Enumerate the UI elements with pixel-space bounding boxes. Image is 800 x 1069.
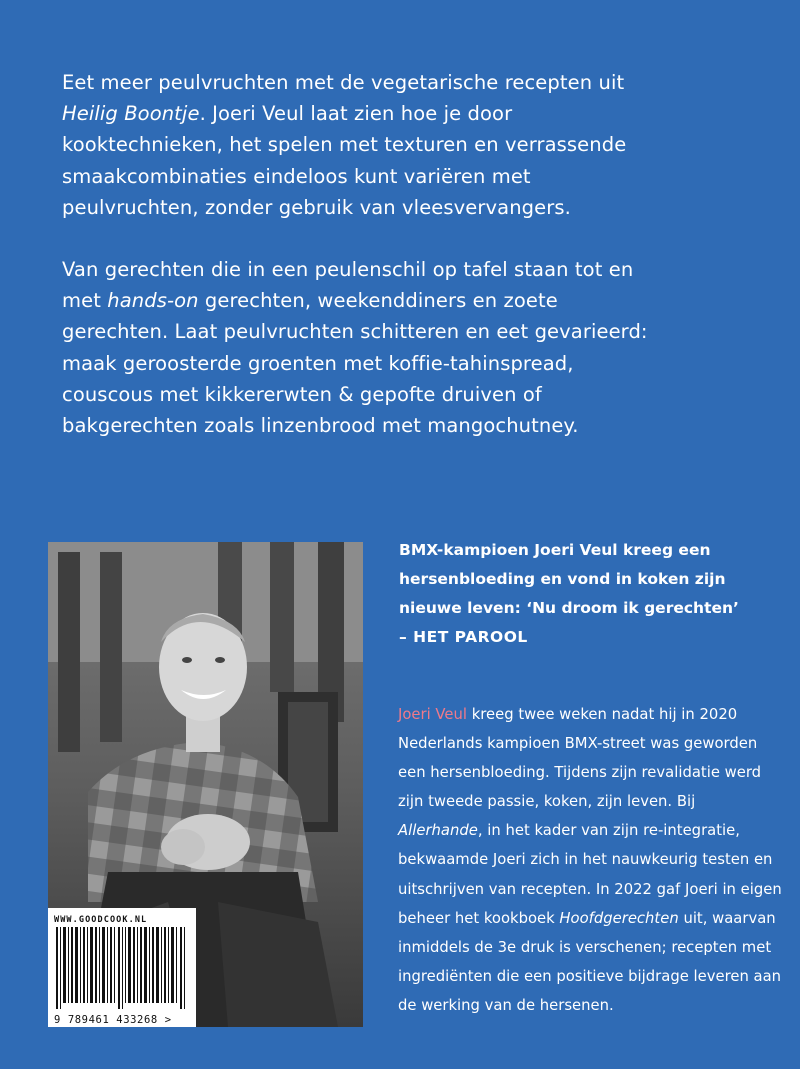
intro-paragraph-2: Van gerechten die in een peulenschil op tafel staan tot en met hands-on gerechten, weekenddiners en zoete gerechten. Laat peulvruchten schitteren en eet gevarieerd: maak geroosterde groenten met koffie-tahinspread, couscous met kikkererwten & gepofte druiven of bakgerechten zoals linzenbrood met mangochutney. [62, 258, 648, 438]
emphasis-allerhande: Allerhande [398, 822, 478, 840]
book-title: Heilig Boontje [62, 102, 200, 126]
author-name: Joeri Veul [398, 706, 467, 723]
press-quote [399, 536, 779, 652]
publisher-url: WWW.GOODCOOK.NL [54, 915, 148, 925]
author-bio: Joeri Veul kreeg twee weken nadat hij in 2020 Nederlands kampioen BMX-street was geworden een hersenbloeding. Tijdens zijn revalidatie werd zijn tweede passie, koken, zijn leven. Bij Allerhande, in het kader van zijn re-integratie, bekwaamde Joeri zich in het nauwkeurig testen en uitschrijven van recepten. In 2022 gaf Joeri in eigen beheer het kookboek Hoofdgerechten uit, waarvan inmiddels de 3e druk is verschenen; recepten met ingrediënten die een positieve bijdrage leveren aan de werking van de hersenen. [398, 706, 782, 1014]
isbn-number: 9 789461 433268 > [54, 1014, 172, 1026]
quote-source: – HET PAROOL [399, 628, 528, 646]
emphasis-hands-on: hands-on [107, 289, 199, 313]
intro-paragraph-1: Eet meer peulvruchten met de vegetarische recepten uit Heilig Boontje. Joeri Veul laat zien hoe je door kooktechnieken, het spelen met texturen en verrassende smaakcombinaties eindeloos kunt variëren met peulvruchten, zonder gebruik van vleesvervangers. [62, 71, 627, 219]
barcode-label [48, 908, 196, 1027]
emphasis-hoofdgerechten: Hoofdgerechten [559, 909, 679, 927]
barcode-icon [54, 927, 190, 1009]
quote-text: BMX-kampioen Joeri Veul kreeg een hersenbloeding en vond in koken zijn nieuwe leven: ‘Nu droom ik gerechten’ [399, 541, 739, 617]
intro-text [62, 67, 662, 441]
